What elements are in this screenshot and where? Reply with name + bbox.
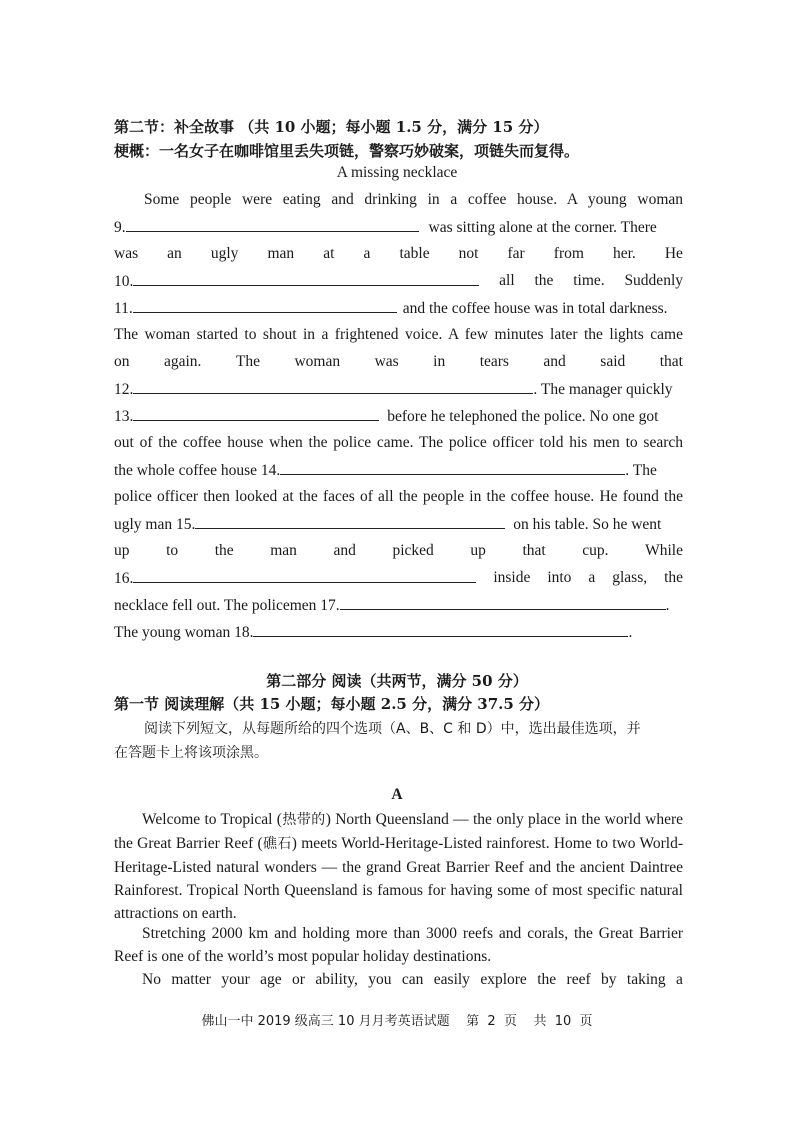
- story-text: before he telephoned the police. No one got: [387, 408, 659, 425]
- blank-number-9: 9.: [114, 219, 126, 236]
- story-line: [114, 568, 683, 589]
- word: matter: [171, 971, 211, 988]
- blank-number-11: 11.: [114, 300, 133, 317]
- story-line: [114, 190, 683, 210]
- word: ability,: [315, 971, 358, 988]
- word: man: [270, 542, 297, 559]
- story-line: [114, 217, 683, 238]
- word: taking: [626, 971, 666, 988]
- word: a: [363, 245, 371, 262]
- blank-number-14: the whole coffee house 14.: [114, 462, 281, 479]
- story-line: [114, 325, 683, 345]
- word: up: [114, 542, 130, 559]
- story-line: [114, 271, 683, 292]
- passage-paragraph: [114, 922, 683, 968]
- word: that: [659, 353, 683, 370]
- story-line: [114, 433, 683, 453]
- paragraph-text: Stretching 2000 km and holding more than 3000 reefs and corals, the Great Barrier Reef is one of the world’s most popular holiday destinations.: [114, 925, 683, 965]
- blank-number-16: 16.: [114, 570, 134, 587]
- blank-15[interactable]: [195, 514, 505, 529]
- word: The: [235, 353, 260, 370]
- blank-number-10: 10.: [114, 273, 134, 290]
- word: a: [676, 971, 683, 988]
- story-line: [114, 379, 683, 400]
- word: tears: [479, 353, 509, 370]
- section-heading: 第二节：补全故事 （共 10 小题；每小题 1.5 分，满分 15 分）: [114, 118, 549, 136]
- blank-number-13: 13.: [114, 408, 134, 425]
- blank-11[interactable]: [133, 298, 397, 313]
- blank-12[interactable]: [133, 379, 533, 394]
- word: glass,: [612, 569, 648, 586]
- word: your: [221, 971, 250, 988]
- blank-9[interactable]: [126, 217, 419, 232]
- word: He: [664, 245, 683, 262]
- word: her.: [612, 245, 636, 262]
- section-heading: 第一节 阅读理解（共 15 小题；每小题 2.5 分，满分 37.5 分）: [114, 695, 550, 713]
- annotation: 热带的: [281, 812, 326, 828]
- story-line: [114, 541, 683, 561]
- word: up: [470, 542, 486, 559]
- word: on: [114, 353, 130, 370]
- word: easily: [433, 971, 470, 988]
- story-line: [114, 460, 683, 481]
- word: far: [507, 245, 525, 262]
- story-text: Some people were eating and drinking in a coffee house. A young woman: [144, 191, 683, 208]
- word: you: [368, 971, 392, 988]
- word: reef: [566, 971, 591, 988]
- word: was: [114, 245, 139, 262]
- story-text: on his table. So he went: [513, 516, 662, 533]
- word: not: [458, 245, 479, 262]
- blank-number-15: ugly man 15.: [114, 516, 196, 533]
- paragraph-text: ) meets World-Heritage-Listed rainforest. Home to two World-Heritage-Listed natural wonders — the grand Great Barrier Reef and the ancient Daintree Rainforest. Tropical North Queensland is famous for having some of most specific natural attractions on earth.: [114, 835, 684, 922]
- word: in: [433, 353, 446, 370]
- blank-number-17: necklace fell out. The policemen 17.: [114, 597, 340, 614]
- word: time.: [573, 272, 605, 289]
- word: and: [333, 542, 356, 559]
- blank-number-12: 12.: [114, 381, 134, 398]
- passage-label: A: [391, 786, 403, 803]
- story-line: [114, 595, 683, 616]
- passage-paragraph: [114, 808, 683, 925]
- blank-17[interactable]: [340, 595, 666, 610]
- story-line: [114, 244, 683, 264]
- story-text: police officer then looked at the faces of all the people in the coffee house. He found the: [114, 488, 683, 505]
- word: the: [537, 971, 557, 988]
- word: the: [664, 569, 683, 586]
- word: again.: [163, 353, 202, 370]
- story-line: [114, 514, 683, 535]
- word: an: [167, 245, 182, 262]
- word: at: [323, 245, 335, 262]
- blank-14[interactable]: [280, 460, 625, 475]
- story-line: [114, 487, 683, 507]
- story-text: .: [628, 624, 633, 641]
- word: said: [600, 353, 626, 370]
- word: and: [543, 353, 566, 370]
- story-text: . The manager quickly: [533, 381, 673, 398]
- instruction-line: 阅读下列短文，从每题所给的四个选项（A、B、C 和 D）中，选出最佳选项，并: [144, 721, 641, 737]
- story-line: [114, 298, 683, 319]
- part-heading: 第二部分 阅读（共两节，满分 50 分）: [266, 672, 528, 690]
- paragraph-text: Welcome to Tropical (: [142, 811, 282, 828]
- word: ugly: [210, 245, 239, 262]
- story-text: The woman started to shout in a frightened voice. A few minutes later the lights came: [114, 326, 683, 343]
- annotation: 礁石: [262, 836, 292, 852]
- word: was: [374, 353, 399, 370]
- word: that: [522, 542, 546, 559]
- story-line: [114, 352, 683, 372]
- word: into: [547, 569, 572, 586]
- blank-16[interactable]: [133, 568, 476, 583]
- word: all: [499, 272, 515, 289]
- word: While: [645, 542, 683, 559]
- blank-number-18: The young woman 18.: [114, 624, 254, 641]
- word: can: [401, 971, 424, 988]
- story-text: and the coffee house was in total darkness.: [402, 300, 668, 317]
- word: inside: [493, 569, 531, 586]
- story-text: out of the coffee house when the police came. The police officer told his men to search: [114, 434, 683, 451]
- story-text: was sitting alone at the corner. There: [428, 219, 657, 236]
- word: by: [601, 971, 617, 988]
- word: from: [553, 245, 584, 262]
- story-text: . The: [625, 462, 657, 479]
- word: man: [267, 245, 295, 262]
- story-text: .: [665, 597, 670, 614]
- story-line: [114, 622, 683, 643]
- word: a: [588, 569, 596, 586]
- paragraph-text: ) North Queensland — the only place in the world where the Great Barrier Reef (: [114, 811, 684, 852]
- passage-paragraph: [114, 970, 683, 990]
- word: to: [166, 542, 179, 559]
- word: Suddenly: [624, 272, 683, 289]
- blank-18[interactable]: [253, 622, 628, 637]
- word: table: [399, 245, 430, 262]
- page-footer: 佛山一中 2019 级高三 10 月月考英语试题 第 2 页 共 10 页: [201, 1014, 593, 1029]
- blank-13[interactable]: [133, 406, 379, 421]
- instruction-line: 在答题卡上将该项涂黑。: [114, 745, 268, 761]
- word: picked: [392, 542, 434, 559]
- word: age: [260, 971, 282, 988]
- story-title: A missing necklace: [336, 164, 458, 181]
- word: the: [534, 272, 554, 289]
- word: No: [142, 971, 161, 988]
- word: the: [214, 542, 234, 559]
- story-line: [114, 406, 683, 427]
- word: cup.: [582, 542, 609, 559]
- word: or: [292, 971, 305, 988]
- blank-10[interactable]: [133, 271, 479, 286]
- word: woman: [294, 353, 341, 370]
- story-summary: 梗概：一名女子在咖啡馆里丢失项链，警察巧妙破案，项链失而复得。: [114, 142, 580, 160]
- word: explore: [480, 971, 527, 988]
